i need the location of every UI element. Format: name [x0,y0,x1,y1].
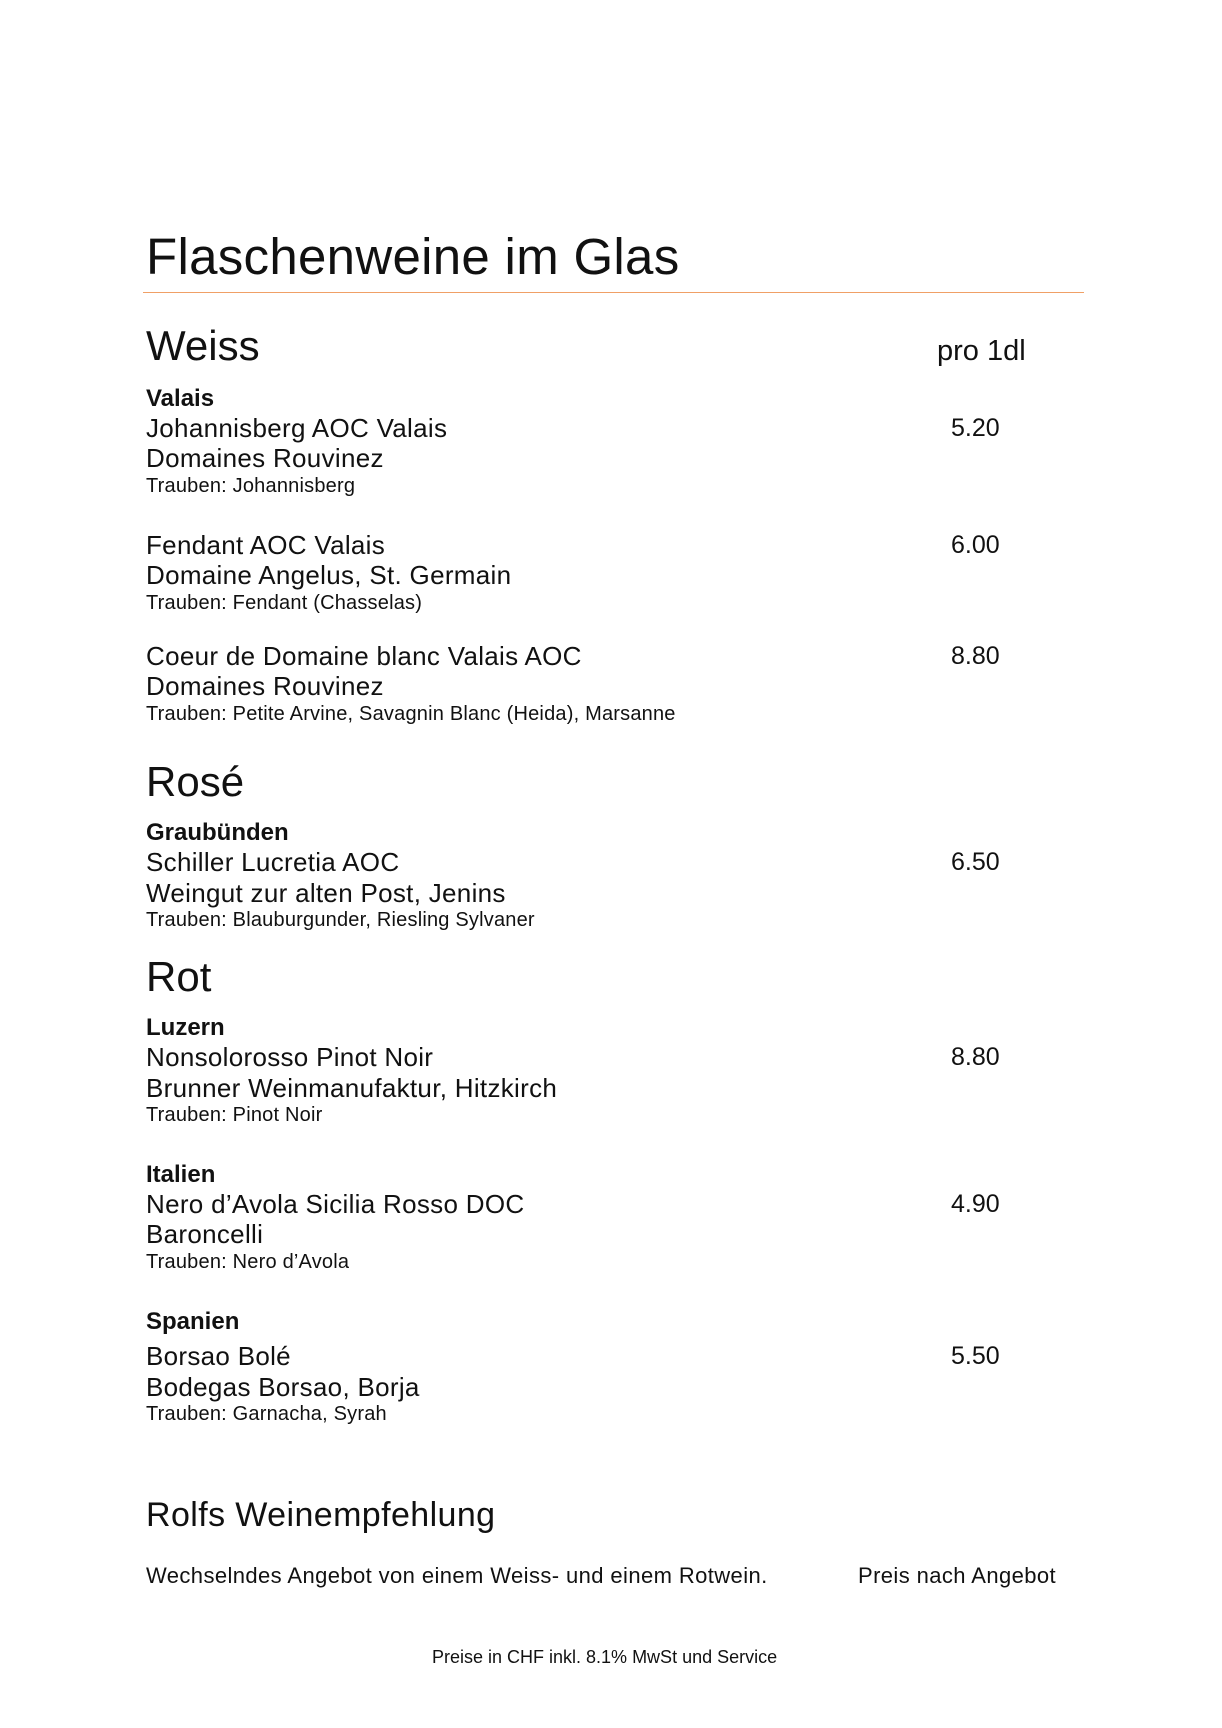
wine-producer: Weingut zur alten Post, Jenins [146,878,506,908]
wine-grapes: Trauben: Petite Arvine, Savagnin Blanc (Heida), Marsanne [146,703,676,725]
wine-price: 6.00 [951,531,1000,559]
wine-name: Coeur de Domaine blanc Valais AOC [146,641,582,671]
region-heading-valais: Valais [146,385,215,412]
wine-price: 5.20 [951,414,1000,442]
wine-name: Schiller Lucretia AOC [146,847,400,877]
wine-producer: Domaines Rouvinez [146,443,384,473]
wine-grapes: Trauben: Pinot Noir [146,1104,323,1126]
wine-producer: Baroncelli [146,1219,264,1249]
wine-name: Nero d’Avola Sicilia Rosso DOC [146,1189,525,1219]
region-heading-italien: Italien [146,1161,216,1188]
wine-price: 8.80 [951,1043,1000,1071]
recommendation-text: Wechselndes Angebot von einem Weiss- und einem Rotwein. [146,1563,768,1588]
recommendation-title: Rolfs Weinempfehlung [146,1496,496,1534]
wine-producer: Brunner Weinmanufaktur, Hitzkirch [146,1073,558,1103]
section-heading-rot: Rot [146,953,212,1000]
wine-grapes: Trauben: Johannisberg [146,475,356,497]
wine-producer: Domaine Angelus, St. Germain [146,560,512,590]
wine-producer: Bodegas Borsao, Borja [146,1372,420,1402]
region-heading-spanien: Spanien [146,1308,240,1335]
wine-grapes: Trauben: Garnacha, Syrah [146,1403,387,1425]
wine-price: 6.50 [951,848,1000,876]
wine-name: Johannisberg AOC Valais [146,413,448,443]
wine-name: Fendant AOC Valais [146,530,386,560]
wine-grapes: Trauben: Blauburgunder, Riesling Sylvaner [146,909,535,931]
wine-producer: Domaines Rouvinez [146,671,384,701]
wine-price: 8.80 [951,642,1000,670]
wine-name: Nonsolorosso Pinot Noir [146,1042,434,1072]
title-divider [143,292,1084,293]
wine-price: 5.50 [951,1342,1000,1370]
price-footnote: Preise in CHF inkl. 8.1% MwSt und Service [432,1647,778,1667]
page-title: Flaschenweine im Glas [146,228,680,285]
region-heading-luzern: Luzern [146,1014,225,1041]
wine-grapes: Trauben: Fendant (Chasselas) [146,592,423,614]
region-heading-graubuenden: Graubünden [146,819,289,846]
wine-grapes: Trauben: Nero d’Avola [146,1251,350,1273]
recommendation-price: Preis nach Angebot [858,1563,1057,1588]
wine-price: 4.90 [951,1190,1000,1218]
section-heading-rose: Rosé [146,758,245,805]
wine-name: Borsao Bolé [146,1341,291,1371]
section-heading-weiss: Weiss [146,322,260,369]
price-unit-label: pro 1dl [937,335,1026,367]
